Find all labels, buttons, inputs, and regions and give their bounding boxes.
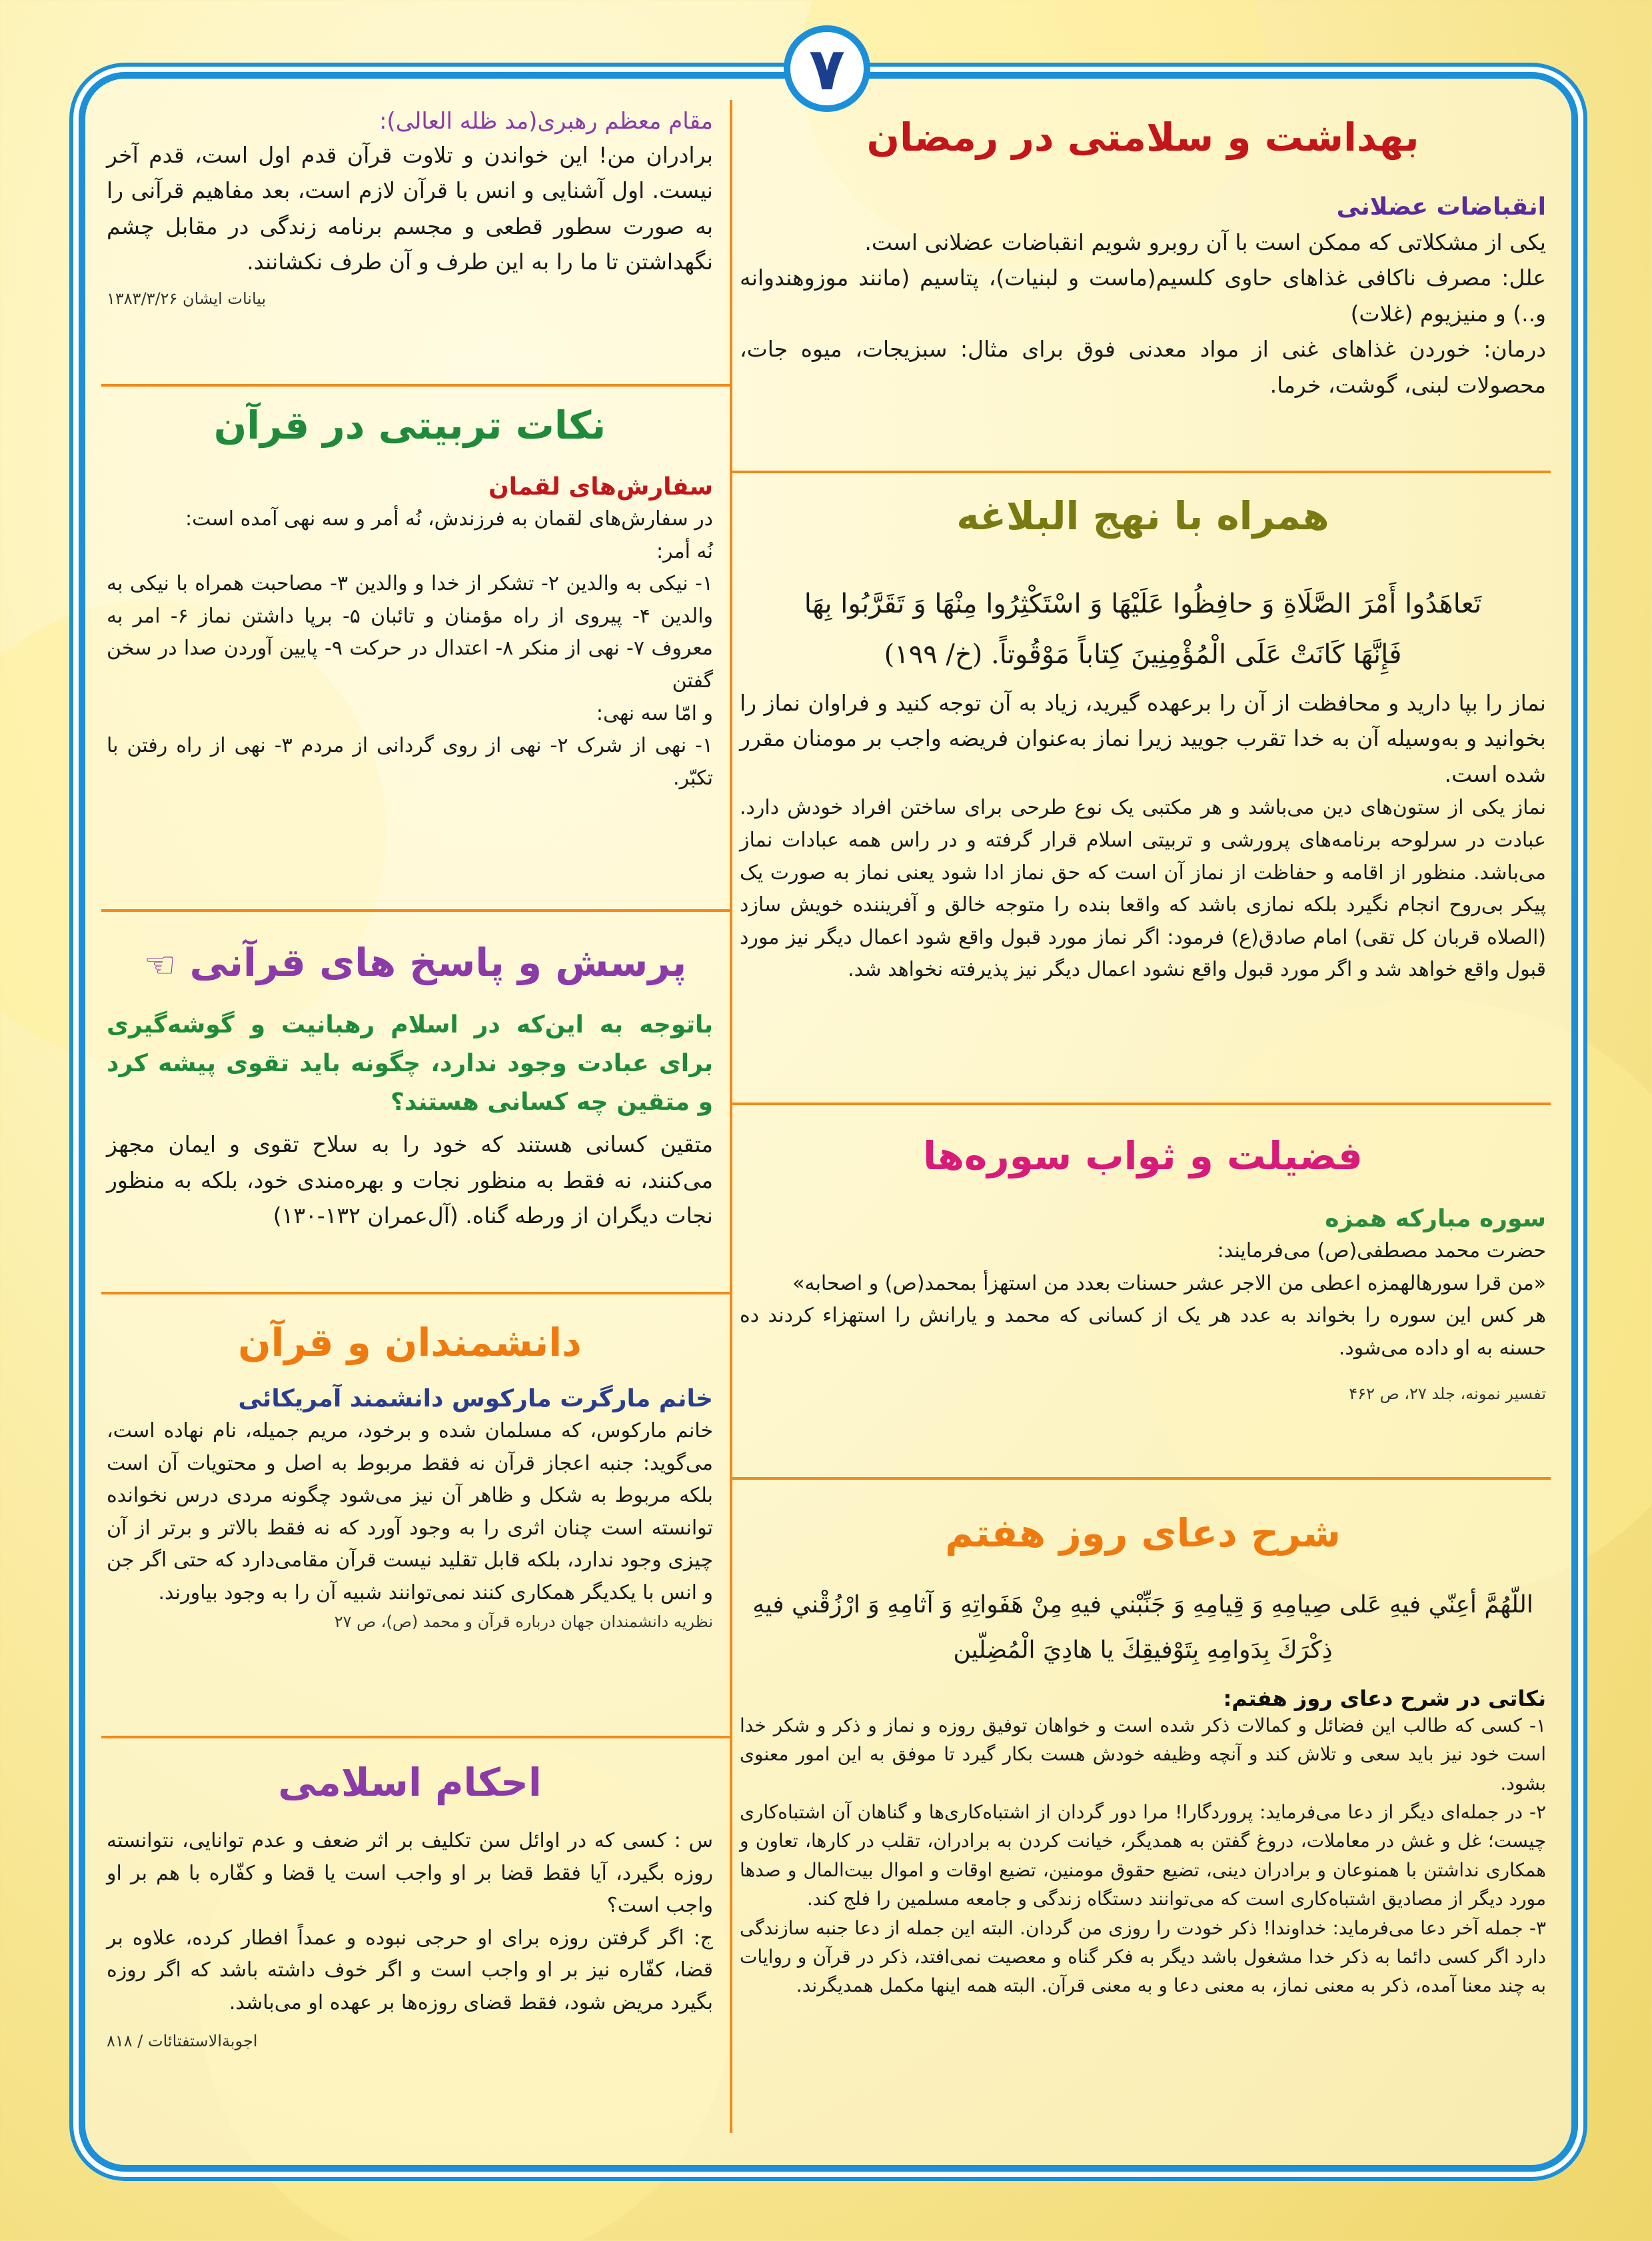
paragraph: درمان: خوردن غذاهای غنی از مواد معدنی فوق برای مثال: سبزیجات، میوه جات، محصولات لبنی، گوشت، خرما.: [740, 336, 1546, 398]
column-divider: [730, 100, 732, 2133]
section-subtitle: سفارش‌های لقمان: [488, 473, 713, 501]
surah-section: [740, 1133, 1546, 1403]
section-subtitle: خانم مارگرت مارکوس دانشمند آمریکائی: [238, 1385, 713, 1412]
section-divider: [731, 1103, 1551, 1105]
paragraph: نماز را بپا دارید و محافظت از آن را برعهده گیرید، زیاد به آن توجه کنید و فراوان نماز را بخوانید و به‌وسیله آن به خدا تقرب جویید زیرا نماز به‌عنوان فریضه واجب بر مومنان مقرر شده است.: [740, 690, 1546, 787]
arabic-prayer: اللّهُمَّ أعِنّي فيهِ عَلى صِيامِهِ وَ قِيامِهِ وَ جَنِّبْني فيهِ مِنْ هَفَواتِهِ وَ آثامِهِ وَ ارْزُقْني فيهِ: [752, 1591, 1533, 1618]
source-citation: اجوبة‌الاستفتائات / ۸۱۸: [107, 2031, 258, 2050]
paragraph: ۱- کسی که طالب این فضائل و کمالات ذکر شده است و خواهان توفیق روزه و نماز و ذکر و شکر خدا است خود نیز باید سعی و تلاش کند و آنچه وظیفه خودش هست بکار گیرد تا موفق به این امور معنوی بشود.: [740, 1714, 1546, 1794]
section-subtitle: نکاتی در شرح دعای روز هفتم:: [1223, 1685, 1546, 1711]
answer-text: ج: اگر گرفتن روزه برای او حرجی نبوده و عمداً افطار کرده، علاوه بر قضا، کفّاره نیز بر او واجب است و اگر خوف داشته باشد که اگر روزه بگیرد مریض شود، فقط قضای روزه‌ها بر عهده او می‌باشد.: [107, 1926, 713, 2014]
tarbiati-section: [107, 403, 713, 795]
arabic-quote: تَعاهَدُوا أَمْرَ الصَّلَاةِ وَ حافِظُوا عَلَيْهَا وَ اسْتَكْثِرُوا مِنْهَا وَ تَقَرَّبُوا بِهَا: [804, 589, 1482, 619]
paragraph: ۲- در جمله‌ای دیگر از دعا می‌فرماید: پروردگارا! مرا دور گردان از اشتباه‌کاری‌ها و گناهان آن اشتباه‌کاری چیست؛ غل و غش در معاملات، دروغ گفتن به همدیگر، خیانت کردن به برادران، تقلب در کارها، تعاون و همکاری نداشتن با همنوعان و برادران دینی، تضیع حقوق مومنین، تضیع اوقات و اموال بیت‌المال و صدها مورد دیگر از مصادیق اشتباه‌کاری است که می‌توانند دستگاه زندگی و جامعه مسلمین را فلج کند.: [740, 1800, 1546, 1910]
dua-section: [740, 1510, 1546, 2000]
section-divider: [731, 471, 1551, 473]
leader-quote-section: [107, 108, 713, 308]
section-title: همراه با نهج البلاغه: [956, 493, 1329, 539]
paragraph: نماز یکی از ستون‌های دین می‌باشد و هر مکتبی یک نوع طرحی برای ساختن افراد خودش دارد. عبادت در سرلوحه برنامه‌های پرورشی و تربیتی اسلام قرار گرفته و در راس همه عبادات نماز می‌باشد. منظور از اقامه و حفاظت از نماز آن است که حق نماز ادا شود یعنی نماز به صورت یک پیکر بی‌روح انجام نگیرد بلکه نمازی باشد که واقعا بنده را متوجه خالق و آفریننده خویش سازد (الصلاه قربان کل تقی) امام صادق(ع) فرمود: اگر نماز مورد قبول واقع شود اعمال دیگر نیز مورد قبول واقع خواهد شد و اگر مورد قبول واقع نشود اعمال دیگر نیز پذیرفته نخواهد شد.: [740, 796, 1546, 982]
quote-attribution: مقام معظم رهبری(مد ظله العالی):: [379, 108, 713, 135]
section-title: فضیلت و ثواب سوره‌ها: [923, 1133, 1363, 1178]
source-citation: تفسیر نمونه، جلد ۲۷، ص ۴۶۲: [1349, 1384, 1546, 1404]
nahj-section: [740, 493, 1546, 987]
paragraph: نُه أمر:: [656, 539, 713, 563]
section-title: بهداشت و سلامتی در رمضان: [866, 115, 1419, 160]
section-title-row: [107, 940, 713, 986]
paragraph: «من قرا سورهالهمزه اعطی من الاجر عشر حسنات بعدد من استهزأ بمحمد(ص) و اصحابه»: [792, 1271, 1546, 1295]
paragraph: ۱- نهی از شرک ۲- نهی از روی گردانی از مردم ۳- نهی از راه رفتن با تکبّر.: [107, 734, 714, 790]
section-divider: [101, 1292, 730, 1294]
page-number: ۷: [784, 25, 870, 112]
paragraph: در سفارش‌های لقمان به فرزندش، نُه أمر و سه نهی آمده است:: [185, 507, 713, 531]
paragraph: ۱- نیکی به والدین ۲- تشکر از خدا و والدین ۳- مصاحبت همراه با نیکی به والدین ۴- پیروی از راه مؤمنان و تائبان ۵- برپا داشتن نماز ۶- امر به معروف ۷- نهی از منکر ۸- اعتدال در حرکت ۹- پایین آوردن صدا در سخن گفتن: [107, 572, 714, 693]
section-title: شرح دعای روز هفتم: [945, 1510, 1341, 1556]
question-text: س : کسی که در اوائل سن تکلیف بر اثر ضعف و عدم توانایی، نتوانسته روزه بگیرد، آیا فقط قضا بر او واجب است یا قضا و کفّاره با هم بر او واجب است؟: [107, 1829, 713, 1918]
answer-text: متقین کسانی هستند که خود را به سلاح تقوی و ایمان مجهز می‌کنند، نه فقط به منظور نجات و بهره‌مندی خود، بلکه به منظور نجات دیگران از ورطه گناه. (آل‌عمران ۱۳۲-۱۳۰): [107, 1131, 713, 1229]
section-title: احکام اسلامی: [278, 1760, 542, 1805]
section-subtitle: انقباضات عضلانی: [1336, 193, 1546, 221]
health-section: [740, 115, 1546, 403]
section-divider: [101, 1736, 730, 1738]
paragraph: هر کس این سوره را بخواند به عدد هر یک از کسانی که محمد و یارانش را استهزاء کردند ده حسنه به او داده می‌شود.: [740, 1304, 1546, 1360]
paragraph: علل: مصرف ناکافی غذاهای حاوی کلسیم(ماست و لبنیات)، پتاسیم (مانند موزوهندوانه و..) و منیزیوم (غلات): [740, 265, 1546, 327]
paragraph: خانم مارکوس، که مسلمان شده و برخود، مریم جمیله، نام نهاده است، می‌گوید: جنبه اعجاز قرآن نه فقط مربوط به اصل و محتویات آن است بلکه مربوط به شکل و ظاهر آن نیز می‌شود چگونه مردی درس نخوانده توانسته است چنان اثری را به وجود آورد که نه فقط بالاتر و برتر از آن چیزی وجود ندارد، بلکه قابل تقلید نیست قرآن مقامی‌دارد که حتی اگر جن و انس با یکدیگر همکاری کنند نمی‌توانند شبیه آن را به وجود بیاورند.: [107, 1419, 713, 1604]
scholars-section: [107, 1320, 713, 1631]
source-citation: بیانات ایشان ۱۳۸۳/۳/۲۶: [107, 289, 267, 308]
paragraph: و امّا سه نهی:: [596, 701, 713, 725]
section-divider: [731, 1477, 1551, 1480]
ahkam-section: [107, 1760, 713, 2050]
paragraph: حضرت محمد مصطفی(ص) می‌فرمایند:: [1217, 1239, 1546, 1262]
paragraph: یکی از مشکلاتی که ممکن است با آن روبرو شویم انقباضات عضلانی است.: [864, 229, 1546, 255]
question-text: باتوجه به این‌که در اسلام رهبانیت و گوشه‌گیری برای عبادت وجود ندارد، چگونه باید تقوی پیشه کرد و متقین چه کسانی هستند؟: [107, 1011, 713, 1116]
section-divider: [101, 909, 730, 912]
section-title: دانشمندان و قرآن: [238, 1320, 582, 1365]
pointing-hand-icon: ☜: [143, 944, 177, 987]
arabic-quote: فَإِنَّهَا كَانَتْ عَلَى الْمُؤْمِنِينَ كِتاباً مَوْقُوتاً. (خ/ ۱۹۹): [884, 639, 1402, 670]
section-subtitle: سوره مبارکه همزه: [1325, 1205, 1546, 1232]
section-title: نکات تربیتی در قرآن: [213, 403, 606, 448]
paragraph: برادران من! این خواندن و تلاوت قرآن قدم اول است، قدم آخر نیست. اول آشنایی و انس با قرآن لازم است، بعد مفاهیم قرآنی را به صورت سطور قطعی و مجسم برنامه زندگی در مقابل چشم نگهداشتن تا ما را به این طرف و آن طرف نکشانند.: [107, 142, 713, 275]
section-divider: [101, 384, 730, 387]
paragraph: ۳- جمله آخر دعا می‌فرماید: خداوندا! ذکر خودت را روزی من گردان. البته این جمله از دعا جنبه سازندگی دارد اگر کسی دائما به ذکر خدا مشغول باشد دیگر به فکر گناه و معصیت نمی‌افتد، ذکر در قرآن و روایات به چند معنا آمده، ذکر به معنی نماز، به معنی دعا و به معنی قرآن. البته همه اینها مکمل همدیگرند.: [740, 1916, 1546, 1997]
section-title: پرسش و پاسخ های قرآنی: [189, 940, 687, 985]
qa-section: [107, 940, 713, 1234]
arabic-prayer: ذِكْرَكَ بِدَوامِهِ بِتَوْفيقِكَ يا هادِيَ الْمُضِلّين: [953, 1636, 1333, 1664]
source-citation: نظریه دانشمندان جهان درباره قرآن و محمد (ص)، ص ۲۷: [334, 1612, 713, 1631]
